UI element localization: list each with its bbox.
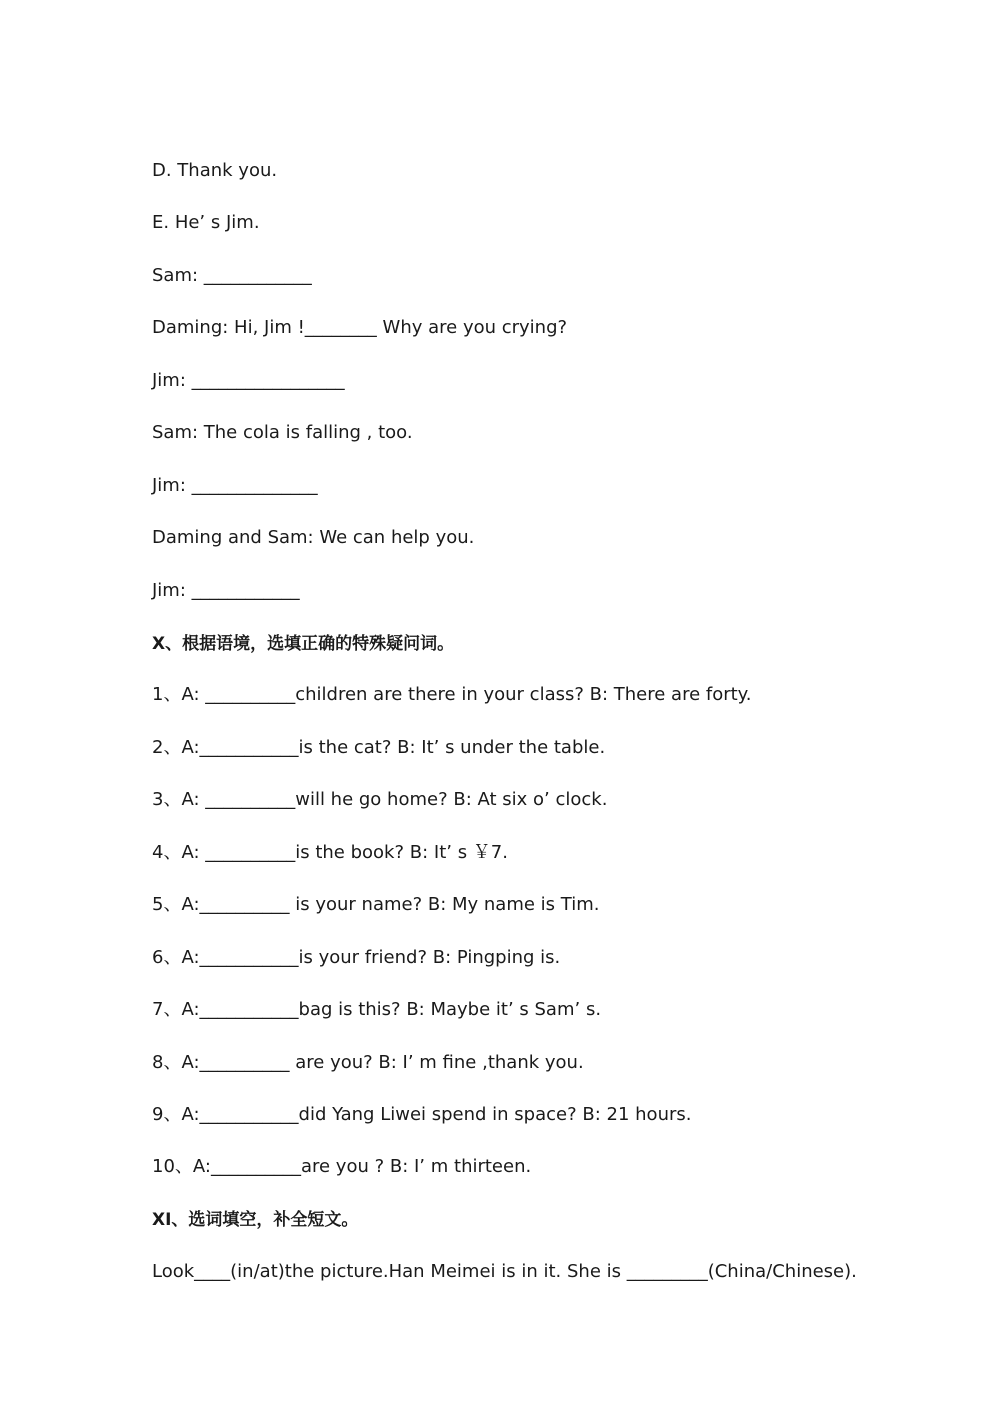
question-item: 10、A:__________are you ? B: I’ m thirteen. — [152, 1156, 532, 1177]
question-item: 7、A:___________bag is this? B: Maybe it’ s Sam’ s. — [152, 999, 602, 1020]
dialogue-line: Jim: _________________ — [152, 370, 345, 391]
passage-text: Look____(in/at)the picture.Han Meimei is in it. She is _________(China/Chinese). — [152, 1261, 857, 1282]
question-item: 5、A:__________ is your name? B: My name is Tim. — [152, 894, 600, 915]
question-item: 9、A:___________did Yang Liwei spend in space? B: 21 hours. — [152, 1104, 692, 1125]
question-item: 6、A:___________is your friend? B: Pingping is. — [152, 947, 561, 968]
dialogue-line: Daming: Hi, Jim !________ Why are you crying? — [152, 317, 568, 338]
question-item: 3、A: __________will he go home? B: At six o’ clock. — [152, 789, 608, 810]
dialogue-line: Daming and Sam: We can help you. — [152, 527, 475, 548]
section-x-heading: X、根据语境，选填正确的特殊疑问词。 — [152, 634, 455, 654]
dialogue-line: Jim: ____________ — [152, 580, 300, 601]
dialogue-line: Sam: ____________ — [152, 265, 312, 286]
question-item: 8、A:__________ are you? B: I’ m fine ,thank you. — [152, 1052, 584, 1073]
question-item: 2、A:___________is the cat? B: It’ s under the table. — [152, 737, 606, 758]
question-item: 4、A: __________is the book? B: It’ s ￥7. — [152, 842, 508, 863]
dialogue-option-e: E. He’ s Jim. — [152, 212, 260, 233]
dialogue-line: Sam: The cola is falling , too. — [152, 422, 413, 443]
section-xi-heading: XI、选词填空，补全短文。 — [152, 1210, 359, 1230]
question-item: 1、A: __________children are there in your class? B: There are forty. — [152, 684, 752, 705]
dialogue-line: Jim: ______________ — [152, 475, 318, 496]
dialogue-option-d: D. Thank you. — [152, 160, 278, 181]
